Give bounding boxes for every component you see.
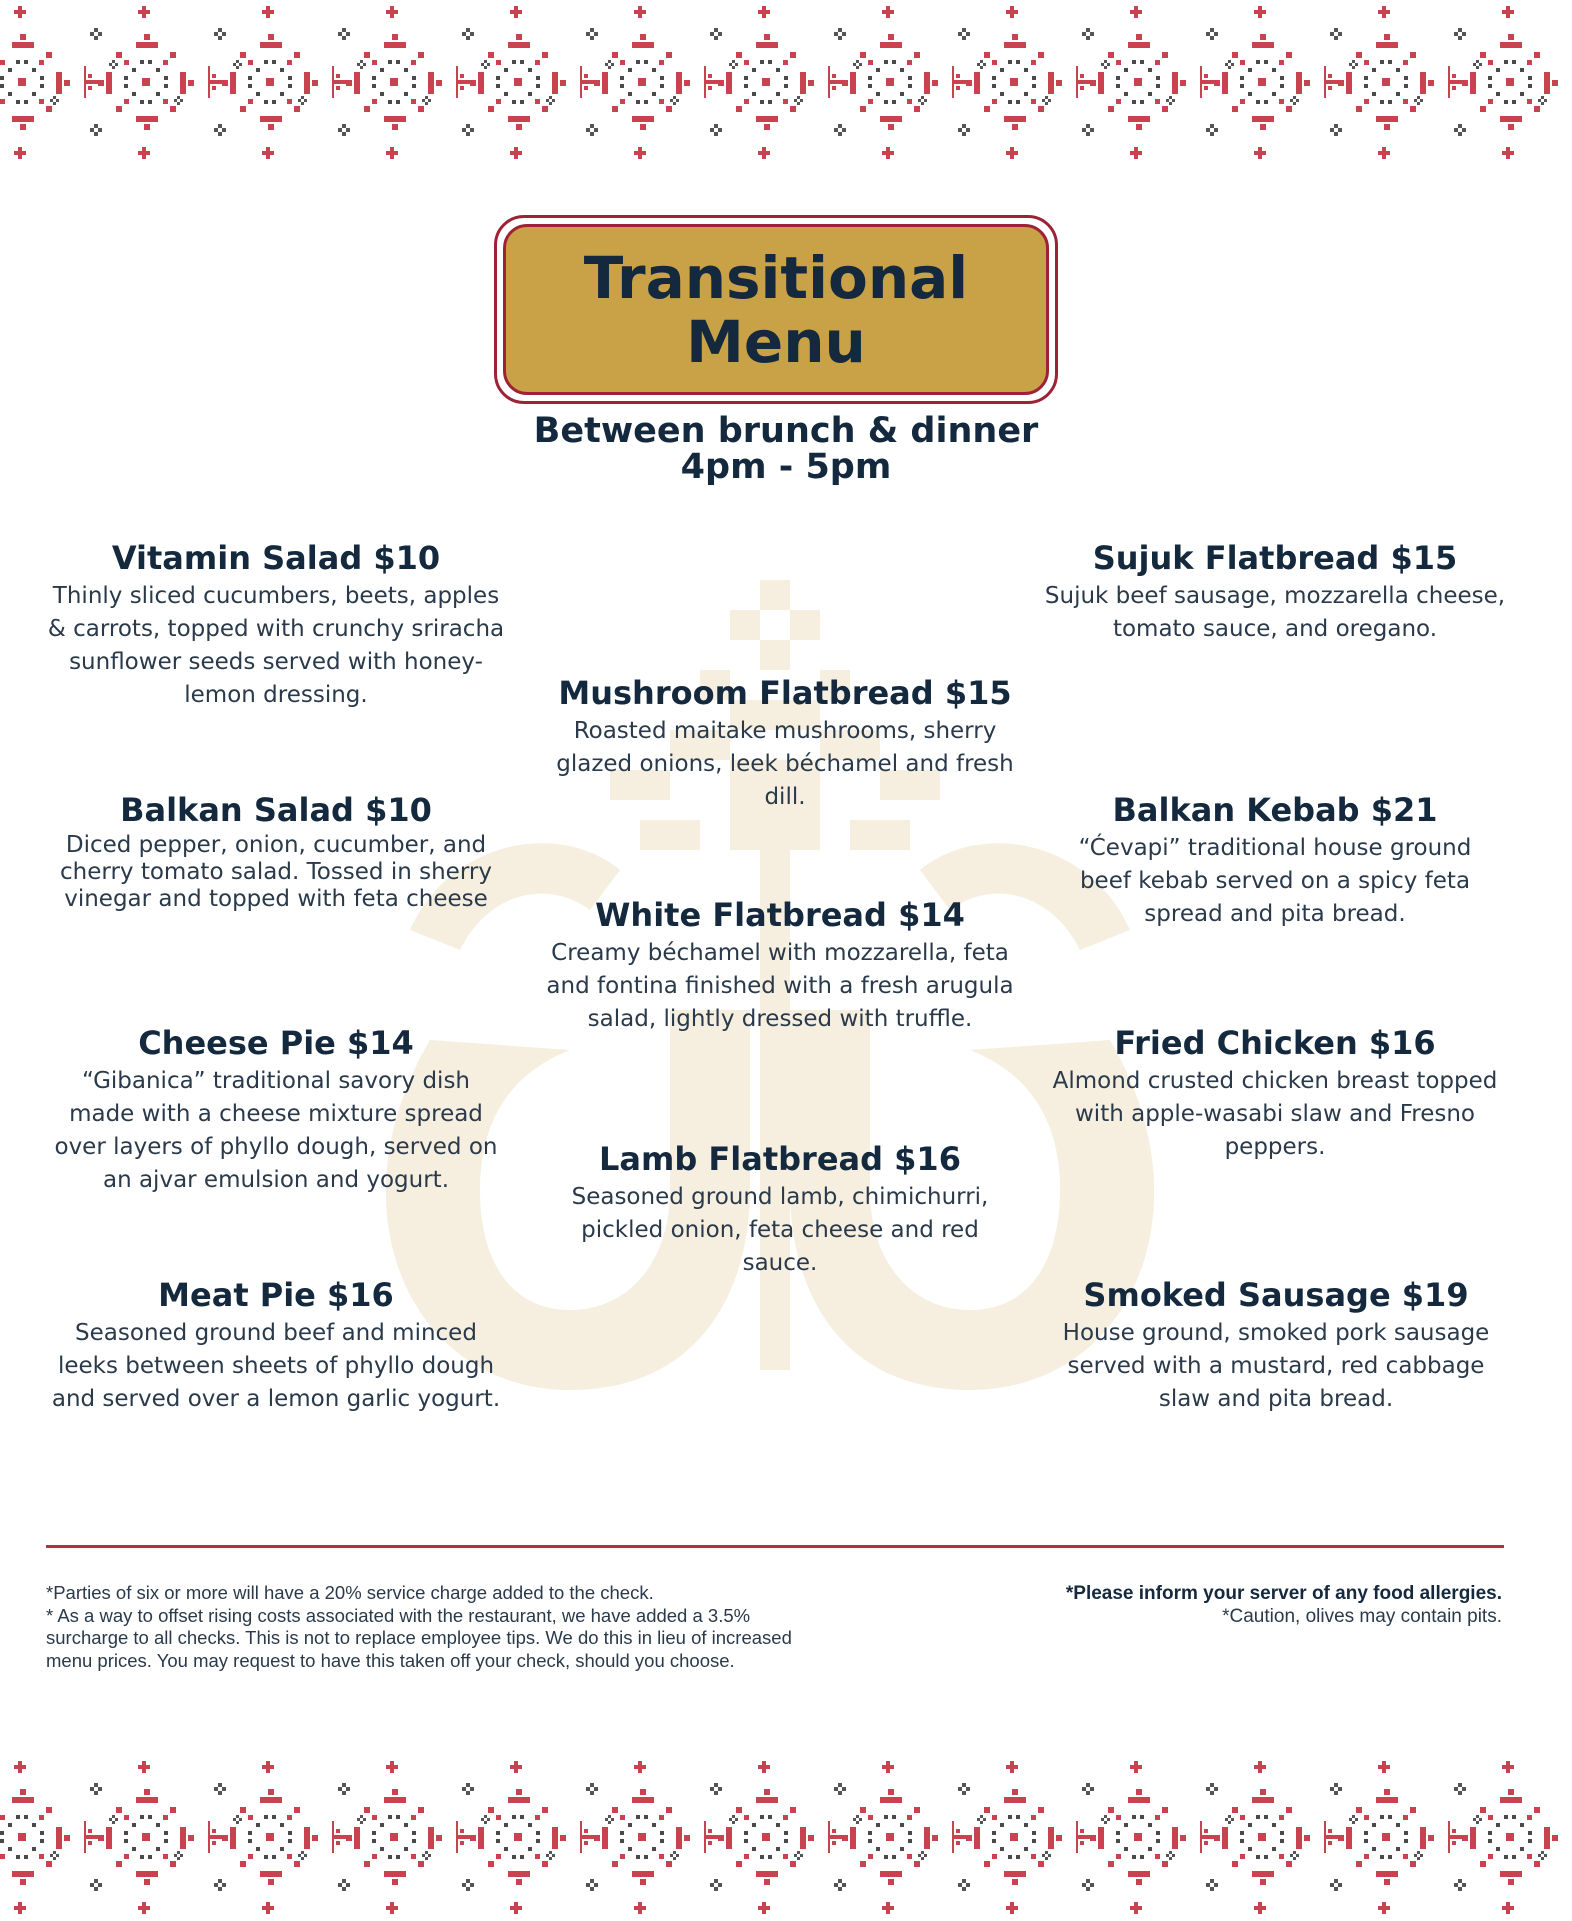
menu-item-description: Almond crusted chicken breast topped with apple-wasabi slaw and Fresno peppers.	[1052, 1068, 1498, 1160]
surcharge-note: * As a way to offset rising costs associated with the restaurant, we have added a 3.5% surcharge to all checks. This is not to replace employee tips. We do this in lieu of increased menu prices. You may request to have this taken off your check, should you choose.	[46, 1604, 792, 1671]
menu-item-description: Roasted maitake mushrooms, sherry glazed onions, leek béchamel and fresh dill.	[556, 718, 1014, 810]
menu-item-name: Meat Pie $16	[158, 1276, 394, 1314]
menu-item-description: Seasoned ground lamb, chimichurri, pickled onion, feta cheese and red sauce.	[571, 1184, 989, 1276]
menu-item-name: Cheese Pie $14	[138, 1024, 414, 1062]
menu-item-name: Lamb Flatbread $16	[599, 1140, 961, 1178]
menu-item-description: House ground, smoked pork sausage served with a mustard, red cabbage slaw and pita bread.	[1062, 1320, 1490, 1412]
menu-item-white-flatbread	[545, 895, 1015, 1036]
menu-item-description: Diced pepper, onion, cucumber, and cherry tomato salad. Tossed in sherry vinegar and topped with feta cheese	[60, 832, 492, 912]
menu-item-name: Balkan Kebab $21	[1112, 791, 1438, 829]
menu-subtitle: Between brunch & dinner 4pm - 5pm	[533, 411, 1039, 487]
service-charge-note: *Parties of six or more will have a 20% service charge added to the check.	[46, 1582, 654, 1603]
menu-item-name: Fried Chicken $16	[1114, 1024, 1436, 1062]
menu-item-description: Creamy béchamel with mozzarella, feta and fontina finished with a fresh arugula salad, lightly dressed with truffle.	[546, 940, 1014, 1032]
menu-title: Transitional Menu	[583, 243, 969, 376]
embroidery-pattern-bottom	[0, 1755, 1572, 1920]
menu-item-name: White Flatbread $14	[595, 896, 965, 934]
menu-item-description: Seasoned ground beef and minced leeks between sheets of phyllo dough and served over a lemon garlic yogurt.	[51, 1320, 501, 1412]
menu-item-description: Thinly sliced cucumbers, beets, apples & carrots, topped with crunchy sriracha sunflower seeds served with honey-lemon dressing.	[47, 583, 505, 708]
menu-item-name: Vitamin Salad $10	[111, 539, 441, 577]
menu-item-description: Sujuk beef sausage, mozzarella cheese, tomato sauce, and oregano.	[1044, 583, 1506, 642]
olives-note: *Caution, olives may contain pits.	[1222, 1606, 1502, 1627]
footer-policy-notes	[46, 1582, 796, 1672]
menu-item-lamb-flatbread	[545, 1139, 1015, 1280]
menu-item-description: “Ćevapi” traditional house ground beef kebab served on a spicy feta spread and pita bread.	[1078, 835, 1472, 927]
menu-item-balkan-kebab	[1050, 790, 1500, 931]
menu-item-description: “Gibanica” traditional savory dish made with a cheese mixture spread over layers of phyllo dough, served on an ajvar emulsion and yogurt.	[54, 1068, 498, 1193]
footer-allergy-notes	[900, 1582, 1502, 1628]
menu-item-name: Balkan Salad $10	[120, 791, 432, 829]
menu-item-balkan-salad	[46, 790, 506, 913]
menu-item-name: Sujuk Flatbread $15	[1092, 539, 1458, 577]
menu-item-smoked-sausage	[1040, 1275, 1512, 1416]
menu-item-vitamin-salad	[46, 538, 506, 712]
menu-item-name: Mushroom Flatbread $15	[558, 674, 1012, 712]
footer-divider	[46, 1545, 1504, 1548]
menu-item-sujuk-flatbread	[1040, 538, 1510, 646]
menu-item-meat-pie	[46, 1275, 506, 1416]
title-banner	[503, 224, 1049, 395]
embroidery-pattern-top	[0, 0, 1572, 165]
menu-item-fried-chicken	[1045, 1023, 1505, 1164]
menu-item-cheese-pie	[46, 1023, 506, 1197]
allergy-note: *Please inform your server of any food allergies.	[1065, 1583, 1502, 1604]
menu-item-name: Smoked Sausage $19	[1083, 1276, 1469, 1314]
bottom-embroidery-border	[0, 1755, 1572, 1920]
top-embroidery-border	[0, 0, 1572, 165]
menu-item-mushroom-flatbread	[555, 673, 1015, 814]
